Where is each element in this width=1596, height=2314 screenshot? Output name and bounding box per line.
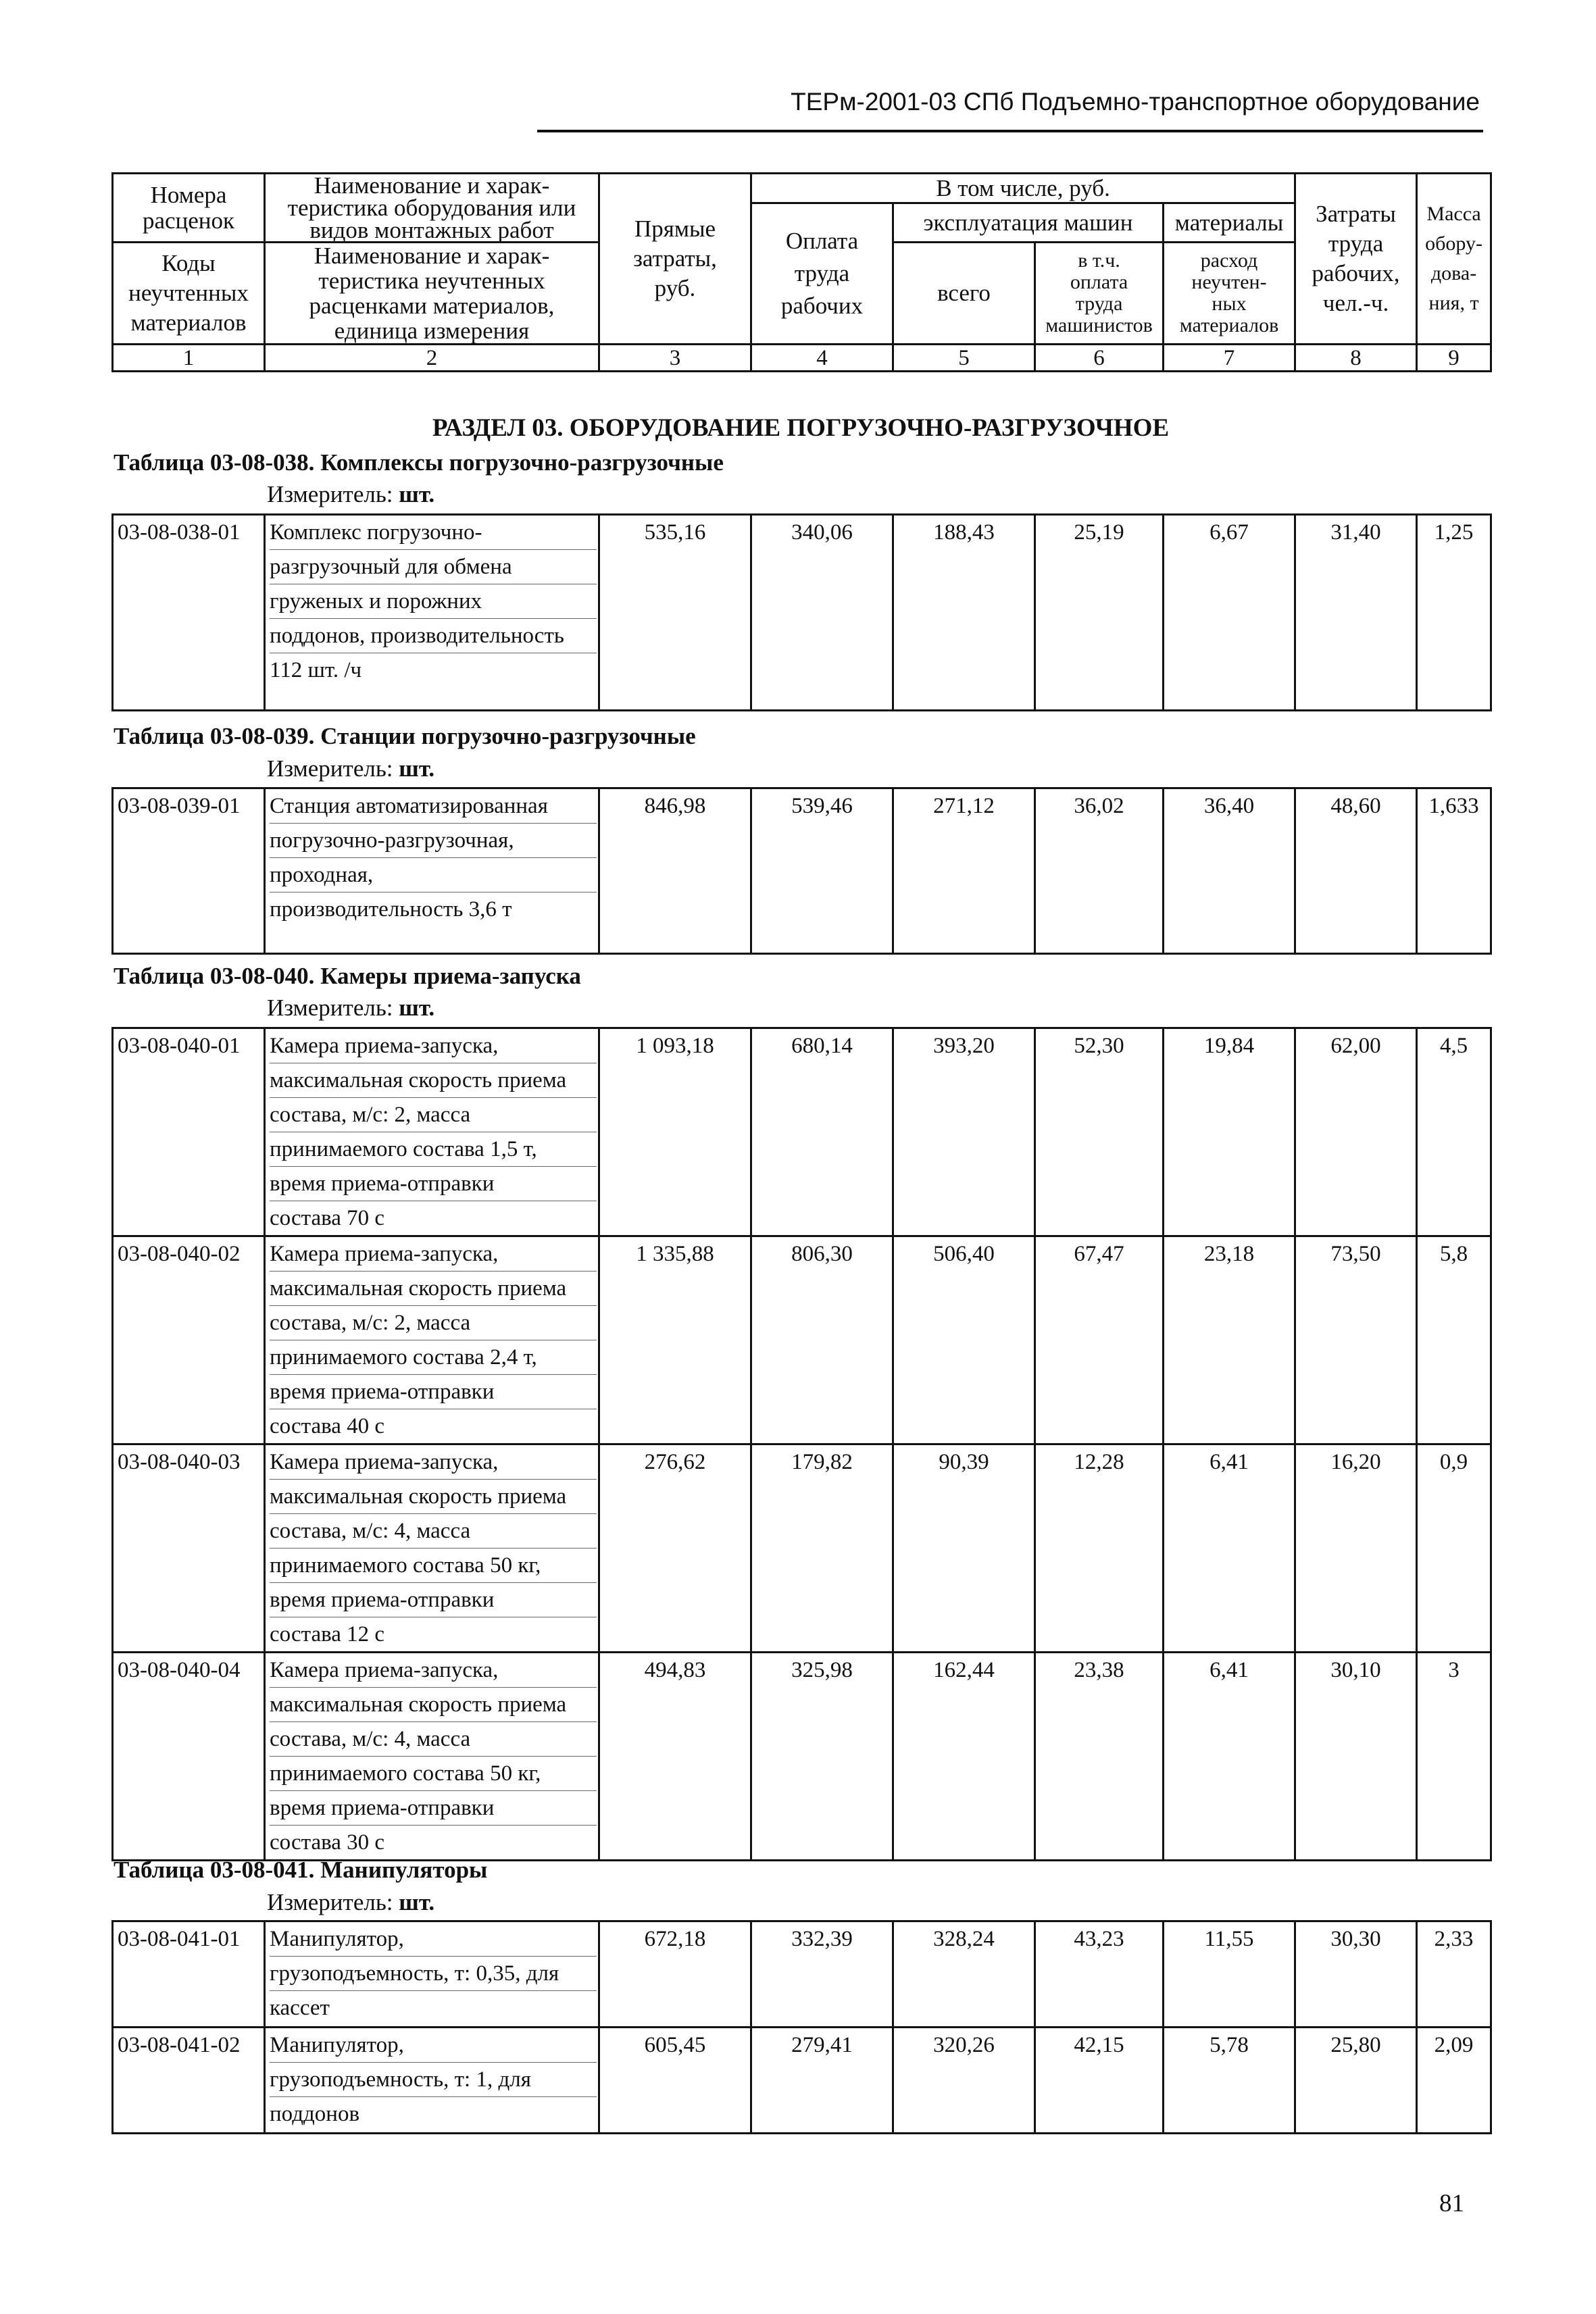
col4-header: Оплата труда рабочих [751, 203, 893, 345]
col-number: 1 [113, 345, 265, 372]
labor-hours: 31,40 [1295, 515, 1417, 711]
unit-label: Измеритель: шт. [267, 1889, 435, 1915]
price-table [111, 1027, 1492, 1861]
machinists-pay: 42,15 [1035, 2028, 1164, 2134]
table-title: Таблица 03-08-038. Комплексы погрузочно-разгрузочные [114, 449, 724, 476]
machinists-pay: 36,02 [1035, 788, 1164, 954]
machines-total: 506,40 [893, 1236, 1035, 1444]
equipment-mass: 1,633 [1417, 788, 1491, 954]
equipment-mass: 2,33 [1417, 1921, 1491, 2028]
equipment-mass: 3 [1417, 1653, 1491, 1861]
table-title: Таблица 03-08-041. Манипуляторы [114, 1857, 488, 1883]
materials-cost: 23,18 [1164, 1236, 1295, 1444]
direct-costs: 494,83 [599, 1653, 751, 1861]
equipment-mass: 1,25 [1417, 515, 1491, 711]
rate-name: Камера приема-запуска, максимальная скорость приема состава, м/с: 4, масса принимаемого состава 50 кг, время приема-отправки состава 30 с [265, 1653, 599, 1861]
col7-header: расход неучтен- ных материалов [1164, 243, 1295, 345]
labor-pay: 680,14 [751, 1028, 893, 1236]
equipment-mass: 4,5 [1417, 1028, 1491, 1236]
labor-hours: 25,80 [1295, 2028, 1417, 2134]
col5-header: всего [893, 243, 1035, 345]
col3-header: Прямые затраты, руб. [599, 174, 751, 345]
rate-code: 03-08-039-01 [113, 788, 265, 954]
machines-total: 188,43 [893, 515, 1035, 711]
table-row [113, 1653, 1491, 1861]
labor-pay: 325,98 [751, 1653, 893, 1861]
col9-header: Масса обору- дова- ния, т [1417, 174, 1491, 345]
direct-costs: 605,45 [599, 2028, 751, 2134]
machines-total: 320,26 [893, 2028, 1035, 2134]
price-table [111, 513, 1492, 711]
rate-name: Манипулятор, грузоподъемность, т: 1, для поддонов [265, 2028, 599, 2134]
table-title: Таблица 03-08-039. Станции погрузочно-разгрузочные [114, 723, 696, 749]
rate-name: Манипулятор, грузоподъемность, т: 0,35, для кассет [265, 1921, 599, 2028]
section-title: РАЗДЕЛ 03. ОБОРУДОВАНИЕ ПОГРУЗОЧНО-РАЗГРУЗОЧНОЕ [432, 414, 1170, 442]
machines-header: эксплуатация машин [893, 203, 1164, 243]
rate-code: 03-08-040-01 [113, 1028, 265, 1236]
machinists-pay: 43,23 [1035, 1921, 1164, 2028]
column-header-table [111, 172, 1492, 372]
page-number: 81 [1439, 2190, 1464, 2217]
rate-code: 03-08-040-03 [113, 1444, 265, 1653]
direct-costs: 846,98 [599, 788, 751, 954]
machinists-pay: 67,47 [1035, 1236, 1164, 1444]
direct-costs: 535,16 [599, 515, 751, 711]
direct-costs: 672,18 [599, 1921, 751, 2028]
materials-cost: 6,67 [1164, 515, 1295, 711]
rate-code: 03-08-041-02 [113, 2028, 265, 2134]
unit-label: Измеритель: шт. [267, 755, 435, 782]
labor-hours: 30,10 [1295, 1653, 1417, 1861]
machines-total: 162,44 [893, 1653, 1035, 1861]
machines-total: 271,12 [893, 788, 1035, 954]
col6-header: в т.ч. оплата труда машинистов [1035, 243, 1164, 345]
rate-name: Камера приема-запуска, максимальная скорость приема состава, м/с: 2, масса принимаемого состава 1,5 т, время приема-отправки состава 70 с [265, 1028, 599, 1236]
table-row [113, 1236, 1491, 1444]
price-table [111, 787, 1492, 955]
unit-label: Измеритель: шт. [267, 995, 435, 1021]
col-number: 8 [1295, 345, 1417, 372]
machinists-pay: 12,28 [1035, 1444, 1164, 1653]
rate-name: Камера приема-запуска, максимальная скорость приема состава, м/с: 4, масса принимаемого состава 50 кг, время приема-отправки состава 12 с [265, 1444, 599, 1653]
labor-hours: 16,20 [1295, 1444, 1417, 1653]
machines-total: 393,20 [893, 1028, 1035, 1236]
labor-pay: 806,30 [751, 1236, 893, 1444]
labor-pay: 332,39 [751, 1921, 893, 2028]
running-header: ТЕРм-2001-03 СПб Подъемно-транспортное оборудование [791, 88, 1480, 116]
table-row [113, 1444, 1491, 1653]
direct-costs: 1 093,18 [599, 1028, 751, 1236]
machines-total: 90,39 [893, 1444, 1035, 1653]
machinists-pay: 25,19 [1035, 515, 1164, 711]
machinists-pay: 52,30 [1035, 1028, 1164, 1236]
table-row [113, 2028, 1491, 2134]
machines-total: 328,24 [893, 1921, 1035, 2028]
header-rule [537, 130, 1483, 132]
labor-pay: 340,06 [751, 515, 893, 711]
col-number: 6 [1035, 345, 1164, 372]
labor-pay: 279,41 [751, 2028, 893, 2134]
rate-code: 03-08-038-01 [113, 515, 265, 711]
col-number: 3 [599, 345, 751, 372]
table-title: Таблица 03-08-040. Камеры приема-запуска [114, 963, 581, 989]
rate-name: Камера приема-запуска, максимальная скорость приема состава, м/с: 2, масса принимаемого состава 2,4 т, время приема-отправки состава 40 с [265, 1236, 599, 1444]
col-number: 2 [265, 345, 599, 372]
direct-costs: 1 335,88 [599, 1236, 751, 1444]
labor-hours: 30,30 [1295, 1921, 1417, 2028]
materials-header: материалы [1164, 203, 1295, 243]
materials-cost: 6,41 [1164, 1653, 1295, 1861]
table-row [113, 515, 1491, 711]
labor-hours: 62,00 [1295, 1028, 1417, 1236]
rate-name: Станция автоматизированная погрузочно-разгрузочная, проходная, производительность 3,6 т [265, 788, 599, 954]
table-row [113, 1921, 1491, 2028]
machinists-pay: 23,38 [1035, 1653, 1164, 1861]
equipment-mass: 2,09 [1417, 2028, 1491, 2134]
materials-cost: 11,55 [1164, 1921, 1295, 2028]
col-number: 9 [1417, 345, 1491, 372]
labor-hours: 73,50 [1295, 1236, 1417, 1444]
col8-header: Затраты труда рабочих, чел.-ч. [1295, 174, 1417, 345]
rate-name: Комплекс погрузочно- разгрузочный для обмена груженых и порожних поддонов, производительность 112 шт. /ч [265, 515, 599, 711]
equipment-mass: 5,8 [1417, 1236, 1491, 1444]
col-number: 4 [751, 345, 893, 372]
labor-pay: 179,82 [751, 1444, 893, 1653]
col-number: 5 [893, 345, 1035, 372]
price-table [111, 1920, 1492, 2134]
col-number: 7 [1164, 345, 1295, 372]
rate-code: 03-08-041-01 [113, 1921, 265, 2028]
equipment-mass: 0,9 [1417, 1444, 1491, 1653]
unit-label: Измеритель: шт. [267, 481, 435, 507]
table-row [113, 788, 1491, 954]
table-row [113, 1028, 1491, 1236]
group-header: В том числе, руб. [751, 174, 1295, 203]
col1-top-header: Номера расценок [113, 174, 265, 243]
direct-costs: 276,62 [599, 1444, 751, 1653]
materials-cost: 36,40 [1164, 788, 1295, 954]
materials-cost: 5,78 [1164, 2028, 1295, 2134]
labor-pay: 539,46 [751, 788, 893, 954]
materials-cost: 6,41 [1164, 1444, 1295, 1653]
labor-hours: 48,60 [1295, 788, 1417, 954]
col1-bottom-header: Коды неучтенных материалов [113, 243, 265, 345]
rate-code: 03-08-040-04 [113, 1653, 265, 1861]
materials-cost: 19,84 [1164, 1028, 1295, 1236]
col2-top-header: Наименование и харак- теристика оборудования или видов монтажных работ [265, 174, 599, 243]
rate-code: 03-08-040-02 [113, 1236, 265, 1444]
col2-bottom-header: Наименование и харак- теристика неучтенных расценками материалов, единица измерения [265, 243, 599, 345]
